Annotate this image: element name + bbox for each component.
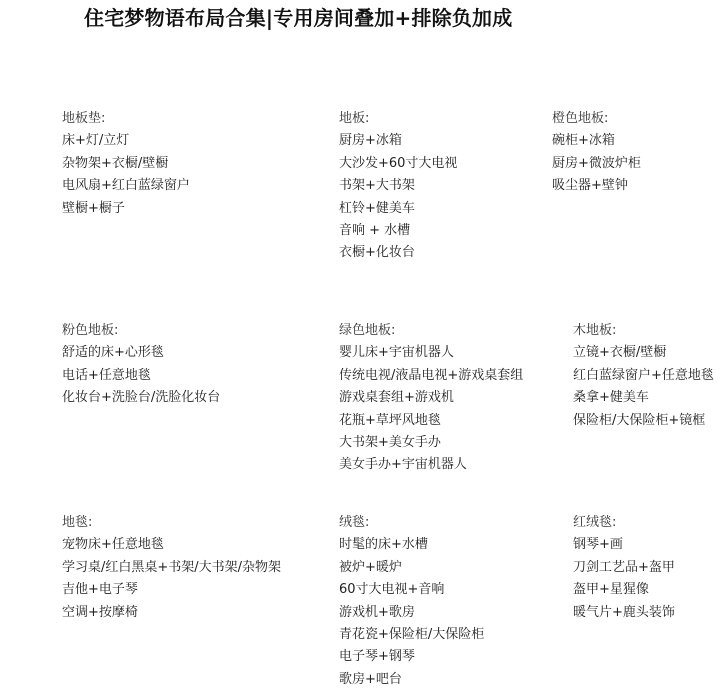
combo-item: 桑拿+健美车 [573, 390, 649, 406]
group-heading: 红绒毯: [573, 515, 617, 530]
combo-item: 保险柜/大保险柜+镜框 [573, 412, 706, 428]
combo-list [573, 534, 675, 624]
combo-item: 吸尘器+壁钟 [552, 178, 628, 194]
wood-floor-group [573, 320, 714, 432]
combo-item: 杂物架+衣橱/壁橱 [62, 155, 169, 171]
combo-item: 游戏桌套组+游戏机 [339, 390, 454, 406]
combo-item: 电话+任意地毯 [62, 367, 151, 383]
combo-item: 立镜+衣橱/壁橱 [573, 345, 667, 361]
combo-item: 书架+大书架 [339, 178, 415, 194]
combo-item: 婴儿床+宇宙机器人 [339, 345, 454, 361]
combo-item: 学习桌/红白黑桌+书架/大书架/杂物架 [62, 559, 282, 575]
combo-item: 杠铃+健美车 [339, 200, 415, 216]
combo-item: 音响 + 水槽 [339, 222, 411, 238]
green-floor-group [339, 320, 523, 477]
combo-item: 美女手办+宇宙机器人 [339, 457, 467, 473]
orange-floor-group [552, 108, 641, 198]
combo-item: 大沙发+60寸大电视 [339, 155, 458, 171]
group-heading: 粉色地板: [62, 323, 119, 338]
floor-group [339, 108, 457, 265]
combo-item: 60寸大电视+音响 [339, 582, 445, 598]
combo-item: 被炉+暖炉 [339, 559, 402, 575]
group-heading: 地板垫: [62, 111, 106, 126]
combo-list [339, 130, 457, 264]
combo-item: 电子琴+钢琴 [339, 649, 415, 665]
combo-list [339, 534, 484, 691]
combo-list [62, 130, 190, 220]
combo-item: 床+灯/立灯 [62, 133, 130, 149]
carpet-group [62, 512, 281, 624]
combo-list [552, 130, 641, 197]
combo-list [62, 534, 281, 624]
combo-item: 空调+按摩椅 [62, 604, 138, 620]
combo-list [339, 342, 523, 476]
combo-item: 钢琴+画 [573, 537, 623, 553]
combo-item: 宠物床+任意地毯 [62, 537, 164, 553]
combo-item: 碗柜+冰箱 [552, 133, 615, 149]
combo-item: 红白蓝绿窗户+任意地毯 [573, 367, 714, 383]
group-heading: 绿色地板: [339, 323, 396, 338]
combo-item: 时髦的床+水槽 [339, 537, 428, 553]
combo-list [62, 342, 220, 409]
combo-item: 衣橱+化妆台 [339, 245, 415, 261]
combo-item: 歌房+吧台 [339, 671, 402, 687]
combo-item: 盔甲+星猩像 [573, 582, 649, 598]
floor-mat-group [62, 108, 190, 220]
pink-floor-group [62, 320, 220, 410]
combo-item: 厨房+微波炉柜 [552, 155, 641, 171]
combo-item: 刀剑工艺品+盔甲 [573, 559, 675, 575]
group-heading: 绒毯: [339, 515, 370, 530]
combo-item: 大书架+美女手办 [339, 434, 441, 450]
combo-item: 壁橱+橱子 [62, 200, 125, 216]
combo-item: 舒适的床+心形毯 [62, 345, 164, 361]
page-title: 住宅梦物语布局合集|专用房间叠加+排除负加成 [84, 6, 513, 30]
combo-item: 花瓶+草坪风地毯 [339, 412, 441, 428]
group-heading: 地板: [339, 111, 370, 126]
velvet-carpet-group [339, 512, 484, 691]
combo-item: 化妆台+洗脸台/洗脸化妆台 [62, 390, 221, 406]
group-heading: 橙色地板: [552, 111, 609, 126]
combo-item: 厨房+冰箱 [339, 133, 402, 149]
combo-item: 电风扇+红白蓝绿窗户 [62, 178, 190, 194]
group-heading: 木地板: [573, 323, 617, 338]
red-velvet-carpet-group [573, 512, 675, 624]
combo-item: 暖气片+鹿头装饰 [573, 604, 675, 620]
combo-item: 青花瓷+保险柜/大保险柜 [339, 626, 485, 642]
group-heading: 地毯: [62, 515, 93, 530]
combo-item: 游戏机+歌房 [339, 604, 415, 620]
combo-item: 传统电视/液晶电视+游戏桌套组 [339, 367, 524, 383]
combo-list [573, 342, 714, 432]
combo-item: 吉他+电子琴 [62, 582, 138, 598]
